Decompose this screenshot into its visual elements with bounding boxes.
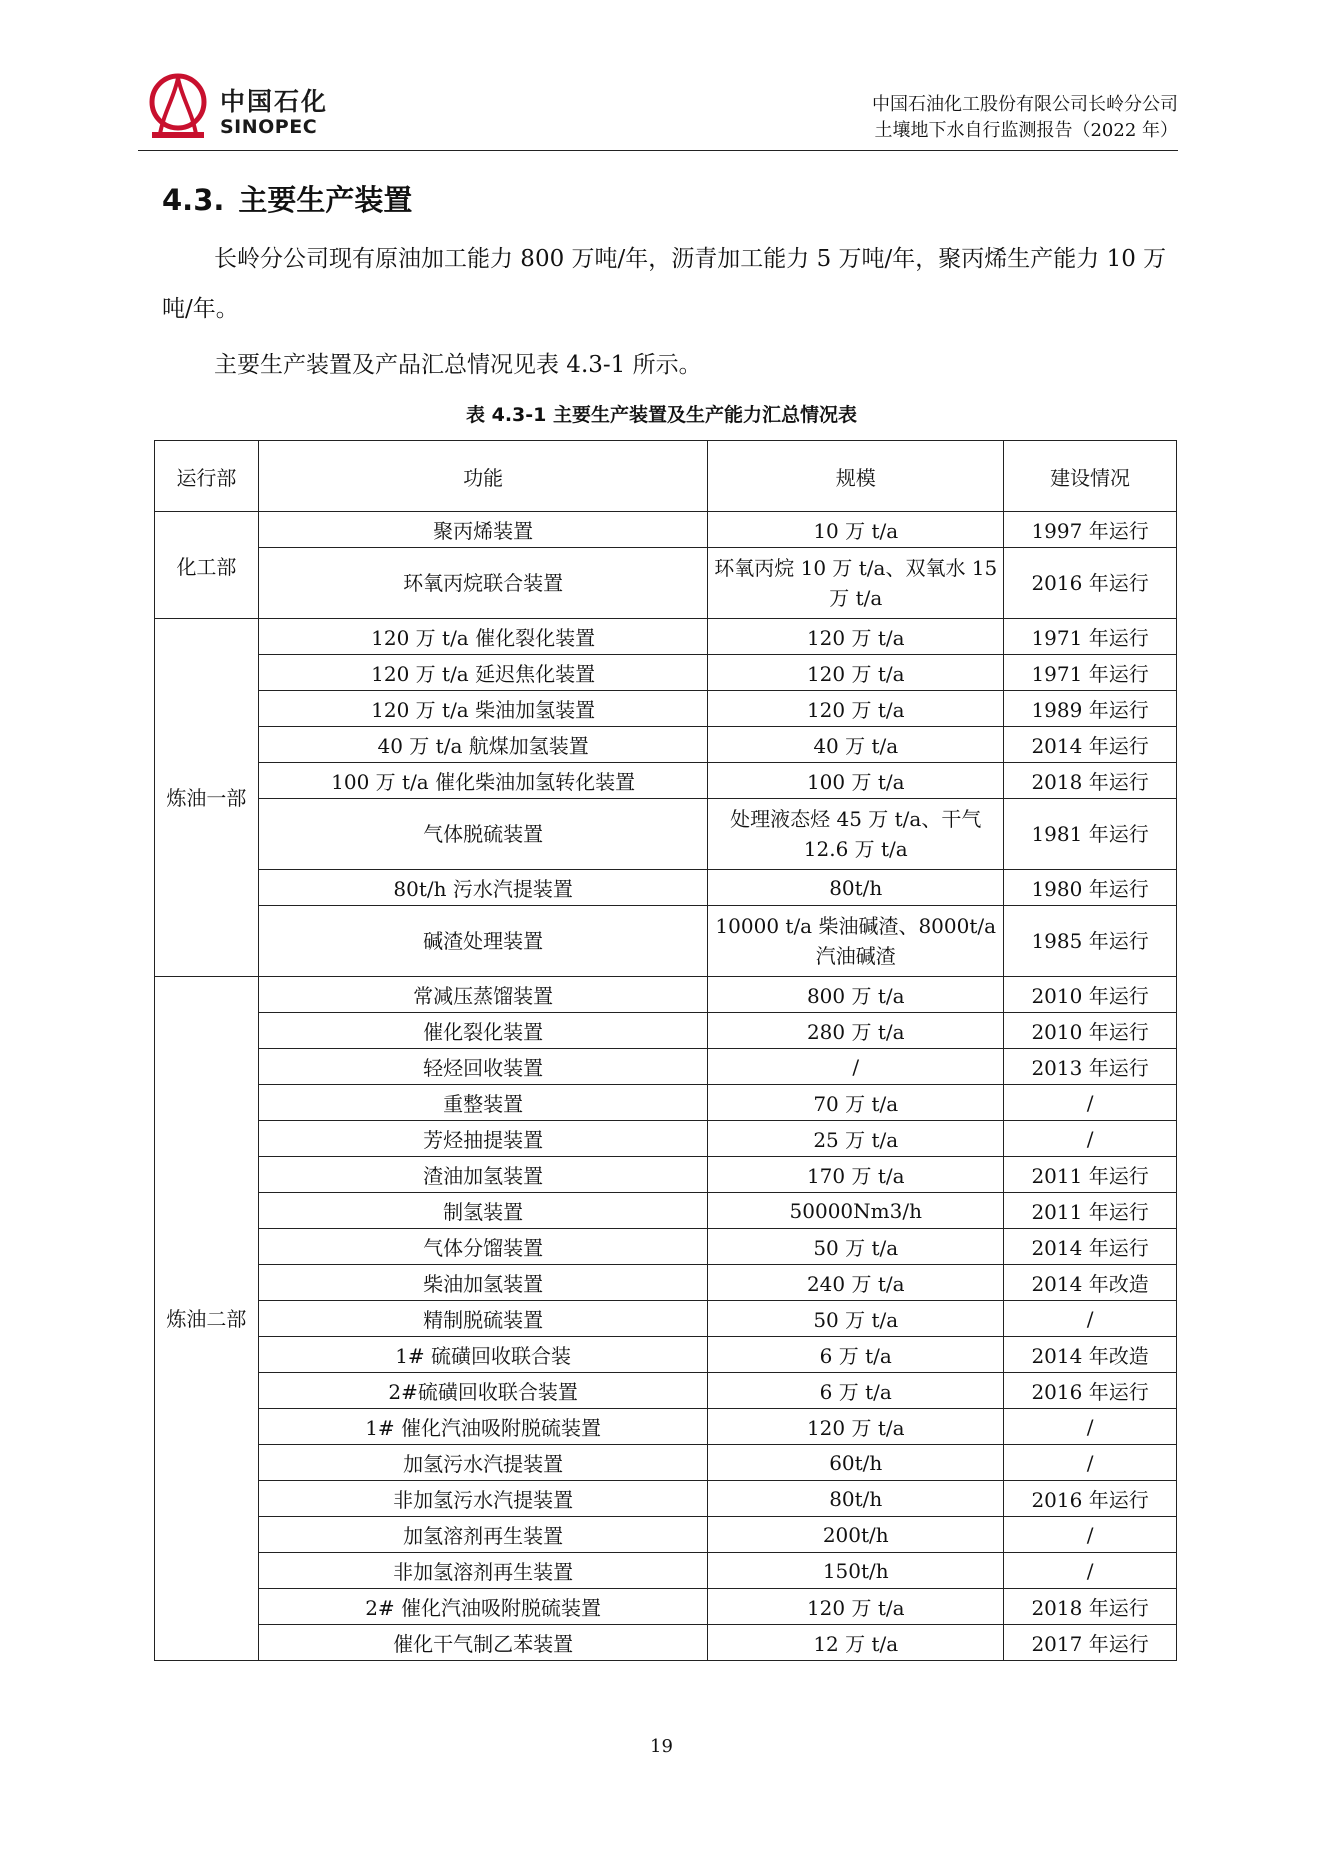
function-cell: 加氢溶剂再生装置 [258, 1517, 707, 1553]
table-row [155, 763, 1177, 799]
paragraph-table-ref: 主要生产装置及产品汇总情况见表 4.3-1 所示。 [214, 352, 702, 378]
company-line-1: 中国石油化工股份有限公司长岭分公司 [872, 94, 1178, 115]
scale-cell: 6 万 t/a [708, 1373, 1004, 1409]
function-cell: 芳烃抽提装置 [258, 1121, 707, 1157]
status-cell: 2014 年运行 [1004, 1229, 1177, 1265]
scale-cell: 12 万 t/a [708, 1625, 1004, 1661]
table-row [155, 655, 1177, 691]
brand-english: SINOPEC [220, 116, 318, 138]
function-cell: 加氢污水汽提装置 [258, 1445, 707, 1481]
table-row [155, 977, 1177, 1013]
scale-cell: 100 万 t/a [708, 763, 1004, 799]
function-cell: 2# 催化汽油吸附脱硫装置 [258, 1589, 707, 1625]
table-row [155, 1157, 1177, 1193]
scale-cell: 240 万 t/a [708, 1265, 1004, 1301]
status-cell: 1989 年运行 [1004, 691, 1177, 727]
function-cell: 重整装置 [258, 1085, 707, 1121]
section-heading [162, 178, 412, 219]
status-cell: / [1004, 1445, 1177, 1481]
scale-cell: 50 万 t/a [708, 1301, 1004, 1337]
scale-cell: 环氧丙烷 10 万 t/a、双氧水 15 万 t/a [708, 548, 1004, 619]
scale-cell: 120 万 t/a [708, 619, 1004, 655]
table-row [155, 1229, 1177, 1265]
table-row [155, 1337, 1177, 1373]
scale-cell: 280 万 t/a [708, 1013, 1004, 1049]
header-status: 建设情况 [1004, 441, 1177, 512]
function-cell: 1# 催化汽油吸附脱硫装置 [258, 1409, 707, 1445]
table-row [155, 691, 1177, 727]
scale-cell: 120 万 t/a [708, 1409, 1004, 1445]
status-cell: / [1004, 1409, 1177, 1445]
function-cell: 非加氢溶剂再生装置 [258, 1553, 707, 1589]
company-info [872, 92, 1178, 144]
function-cell: 40 万 t/a 航煤加氢装置 [258, 727, 707, 763]
function-cell: 制氢装置 [258, 1193, 707, 1229]
function-cell: 120 万 t/a 柴油加氢装置 [258, 691, 707, 727]
status-cell: 2018 年运行 [1004, 763, 1177, 799]
table-row [155, 1049, 1177, 1085]
scale-cell: 80t/h [708, 870, 1004, 906]
status-cell: 1985 年运行 [1004, 906, 1177, 977]
table-row [155, 1589, 1177, 1625]
function-cell: 气体分馏装置 [258, 1229, 707, 1265]
table-row [155, 1265, 1177, 1301]
paragraph-capacity: 长岭分公司现有原油加工能力 800 万吨/年，沥青加工能力 5 万吨/年，聚丙烯生产能力 10 万吨/年。 [162, 246, 1167, 322]
status-cell: 2013 年运行 [1004, 1049, 1177, 1085]
department-cell: 化工部 [155, 512, 259, 619]
table-row [155, 1409, 1177, 1445]
status-cell: 2014 年改造 [1004, 1337, 1177, 1373]
page-number: 19 [650, 1736, 673, 1757]
scale-cell: 120 万 t/a [708, 1589, 1004, 1625]
department-cell: 炼油一部 [155, 619, 259, 977]
function-cell: 催化裂化装置 [258, 1013, 707, 1049]
table-row [155, 870, 1177, 906]
header-scale: 规模 [708, 441, 1004, 512]
table-header-row [155, 441, 1177, 512]
status-cell: 2011 年运行 [1004, 1157, 1177, 1193]
scale-cell: 200t/h [708, 1517, 1004, 1553]
table-row [155, 619, 1177, 655]
scale-cell: 120 万 t/a [708, 655, 1004, 691]
function-cell: 柴油加氢装置 [258, 1265, 707, 1301]
function-cell: 80t/h 污水汽提装置 [258, 870, 707, 906]
table-row [155, 906, 1177, 977]
status-cell: / [1004, 1517, 1177, 1553]
status-cell: 1971 年运行 [1004, 655, 1177, 691]
table-row [155, 1445, 1177, 1481]
brand-chinese: 中国石化 [220, 87, 329, 116]
status-cell: / [1004, 1553, 1177, 1589]
header-function: 功能 [258, 441, 707, 512]
table-row [155, 1517, 1177, 1553]
status-cell: 2014 年运行 [1004, 727, 1177, 763]
header-divider [138, 150, 1178, 151]
table-row [155, 1481, 1177, 1517]
status-cell: / [1004, 1121, 1177, 1157]
status-cell: 2018 年运行 [1004, 1589, 1177, 1625]
function-cell: 轻烃回收装置 [258, 1049, 707, 1085]
table-row [155, 1121, 1177, 1157]
function-cell: 100 万 t/a 催化柴油加氢转化装置 [258, 763, 707, 799]
function-cell: 碱渣处理装置 [258, 906, 707, 977]
scale-cell: 40 万 t/a [708, 727, 1004, 763]
status-cell: 1981 年运行 [1004, 799, 1177, 870]
status-cell: 1997 年运行 [1004, 512, 1177, 548]
scale-cell: 50000Nm3/h [708, 1193, 1004, 1229]
status-cell: 1980 年运行 [1004, 870, 1177, 906]
status-cell: 2010 年运行 [1004, 1013, 1177, 1049]
table-row [155, 1301, 1177, 1337]
page-header [138, 72, 1178, 152]
header-department: 运行部 [155, 441, 259, 512]
department-cell: 炼油二部 [155, 977, 259, 1661]
scale-cell: 800 万 t/a [708, 977, 1004, 1013]
scale-cell: 70 万 t/a [708, 1085, 1004, 1121]
status-cell: / [1004, 1085, 1177, 1121]
table-row [155, 548, 1177, 619]
status-cell: 2011 年运行 [1004, 1193, 1177, 1229]
section-title: 主要生产装置 [238, 183, 413, 217]
status-cell: 2010 年运行 [1004, 977, 1177, 1013]
scale-cell: 10000 t/a 柴油碱渣、8000t/a 汽油碱渣 [708, 906, 1004, 977]
table-row [155, 1553, 1177, 1589]
table-row [155, 1373, 1177, 1409]
scale-cell: 60t/h [708, 1445, 1004, 1481]
table-row [155, 1085, 1177, 1121]
status-cell: 2017 年运行 [1004, 1625, 1177, 1661]
function-cell: 渣油加氢装置 [258, 1157, 707, 1193]
table-row [155, 512, 1177, 548]
scale-cell: 150t/h [708, 1553, 1004, 1589]
function-cell: 2#硫磺回收联合装置 [258, 1373, 707, 1409]
section-number: 4.3. [162, 183, 225, 217]
scale-cell: 10 万 t/a [708, 512, 1004, 548]
table-row [155, 799, 1177, 870]
sinopec-logo-icon [138, 72, 228, 144]
function-cell: 非加氢污水汽提装置 [258, 1481, 707, 1517]
function-cell: 气体脱硫装置 [258, 799, 707, 870]
function-cell: 聚丙烯装置 [258, 512, 707, 548]
scale-cell: 处理液态烃 45 万 t/a、干气 12.6 万 t/a [708, 799, 1004, 870]
table-caption: 表 4.3-1 主要生产装置及生产能力汇总情况表 [466, 404, 857, 426]
scale-cell: 120 万 t/a [708, 691, 1004, 727]
function-cell: 催化干气制乙苯装置 [258, 1625, 707, 1661]
function-cell: 120 万 t/a 催化裂化装置 [258, 619, 707, 655]
scale-cell: 170 万 t/a [708, 1157, 1004, 1193]
table-row [155, 1013, 1177, 1049]
function-cell: 120 万 t/a 延迟焦化装置 [258, 655, 707, 691]
scale-cell: 80t/h [708, 1481, 1004, 1517]
table-row [155, 727, 1177, 763]
table-row [155, 1193, 1177, 1229]
status-cell: 2016 年运行 [1004, 1481, 1177, 1517]
production-units-table [154, 440, 1177, 1661]
status-cell: / [1004, 1301, 1177, 1337]
function-cell: 1# 硫磺回收联合装 [258, 1337, 707, 1373]
table-row [155, 1625, 1177, 1661]
function-cell: 环氧丙烷联合装置 [258, 548, 707, 619]
status-cell: 1971 年运行 [1004, 619, 1177, 655]
scale-cell: 50 万 t/a [708, 1229, 1004, 1265]
scale-cell: / [708, 1049, 1004, 1085]
status-cell: 2014 年改造 [1004, 1265, 1177, 1301]
company-line-2: 土壤地下水自行监测报告（2022 年） [874, 120, 1178, 141]
function-cell: 常减压蒸馏装置 [258, 977, 707, 1013]
scale-cell: 6 万 t/a [708, 1337, 1004, 1373]
function-cell: 精制脱硫装置 [258, 1301, 707, 1337]
status-cell: 2016 年运行 [1004, 548, 1177, 619]
status-cell: 2016 年运行 [1004, 1373, 1177, 1409]
scale-cell: 25 万 t/a [708, 1121, 1004, 1157]
